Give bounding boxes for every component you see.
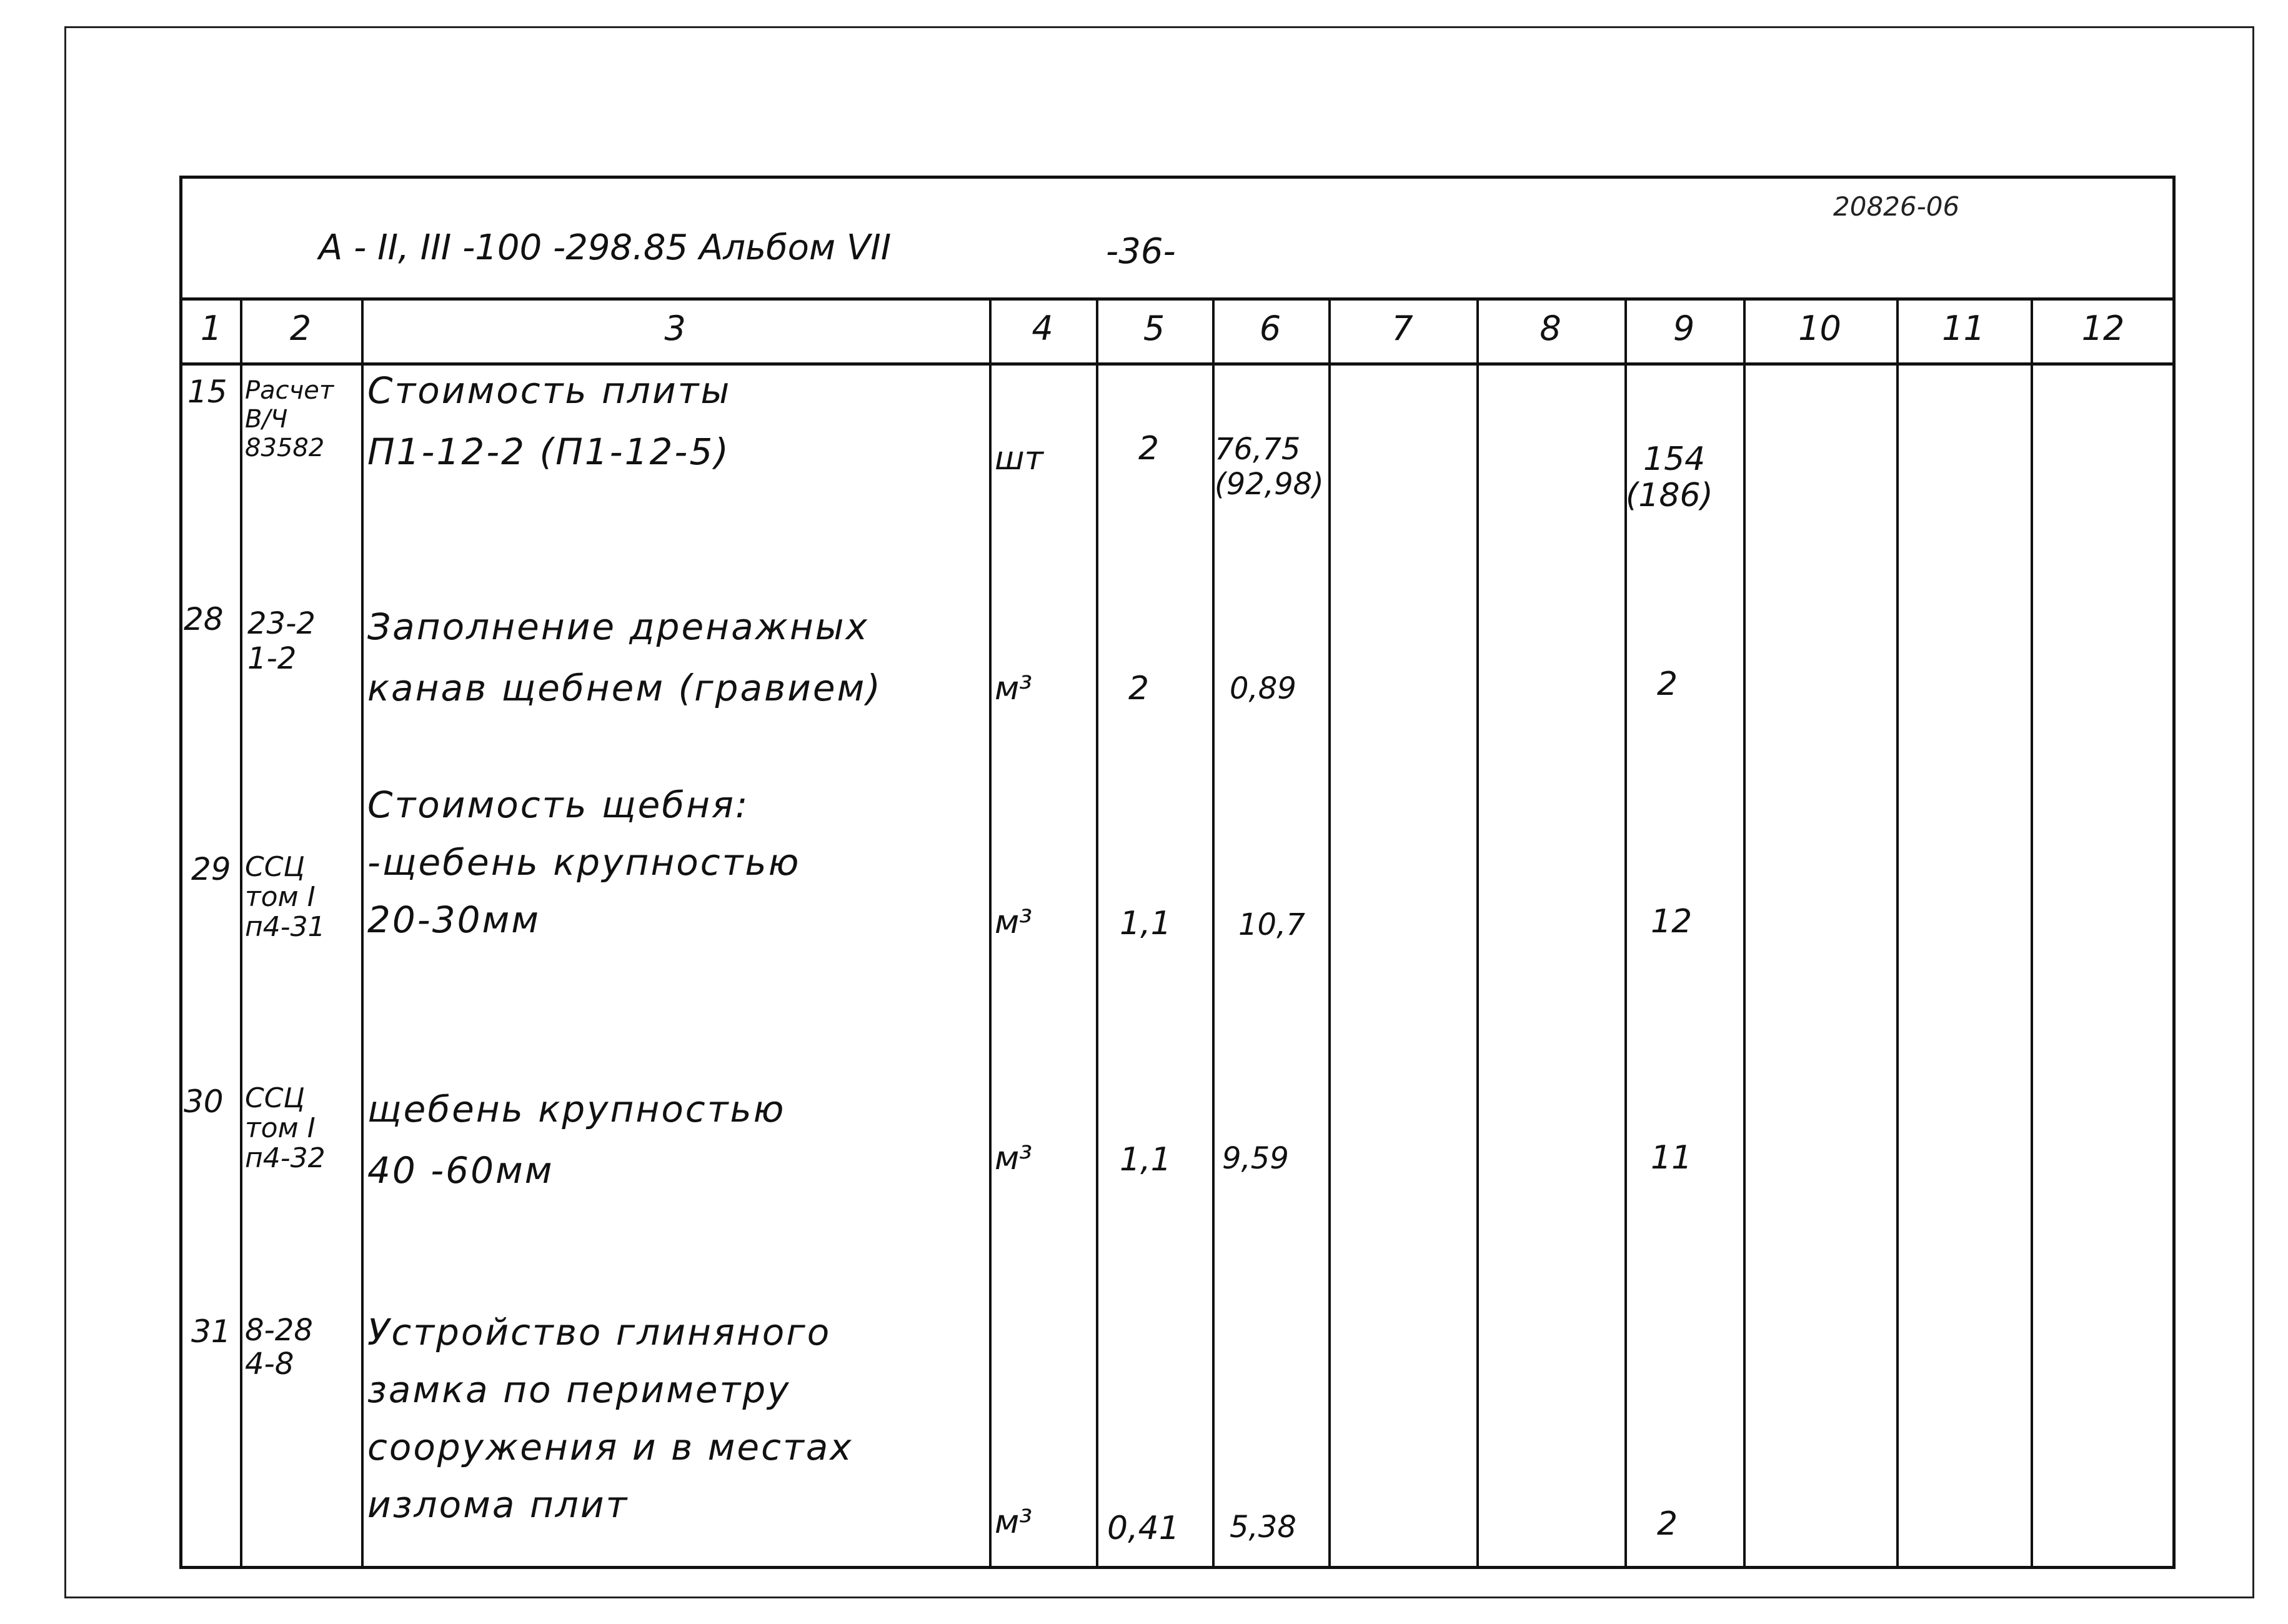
total-line: 2 (1657, 1505, 1678, 1543)
quantity: 1,1 (1120, 1141, 1171, 1178)
column-divider (2031, 297, 2033, 1566)
item-description (367, 1079, 786, 1201)
total-line: 12 (1651, 903, 1693, 940)
total-cost (1657, 666, 1678, 702)
column-number: 10 (1798, 309, 1841, 348)
column-divider (1896, 297, 1899, 1566)
code-line: 83582 (245, 434, 325, 462)
description-line: Заполнение дренажных (367, 605, 869, 648)
description-line: Стоимость щебня: (367, 784, 750, 826)
unit-price (1230, 671, 1296, 706)
column-number: 7 (1391, 309, 1413, 348)
quantity: 2 (1138, 430, 1160, 467)
sheet-header (182, 179, 2172, 301)
estimate-sheet (179, 176, 2176, 1569)
unit: м³ (995, 1140, 1033, 1177)
item-code (247, 606, 316, 676)
description-line: -щебень крупностью (367, 841, 801, 884)
code-line: Расчет (245, 376, 334, 405)
unit-price (1238, 907, 1305, 942)
column-number: 1 (200, 309, 222, 348)
total-cost (1651, 1140, 1692, 1176)
column-number: 12 (2081, 309, 2125, 348)
unit: м³ (995, 670, 1033, 707)
item-description (367, 596, 882, 719)
description-line: 40 -60мм (367, 1149, 554, 1192)
code-line: ССЦ (245, 851, 305, 883)
column-divider (1096, 297, 1098, 1566)
column-number: 5 (1143, 309, 1165, 348)
column-number: 8 (1539, 309, 1561, 348)
item-description (367, 776, 800, 949)
price-line: 5,38 (1230, 1510, 1296, 1545)
album-title: А - II, III -100 -298.85 Альбом VII (319, 227, 892, 268)
total-cost (1626, 441, 1713, 514)
description-line: сооружения и в местах (367, 1426, 853, 1468)
column-number: 9 (1673, 309, 1695, 348)
description-line: щебень крупностью (367, 1088, 786, 1130)
total-line: 154 (1643, 441, 1706, 478)
description-line: Стоимость плиты (367, 369, 732, 412)
unit-price (1215, 432, 1324, 502)
item-code (245, 852, 326, 942)
code-line: том I (245, 1112, 316, 1144)
row-number: 31 (191, 1313, 231, 1350)
price-line: 9,59 (1222, 1141, 1289, 1176)
unit: шт (995, 440, 1043, 477)
column-number: 6 (1259, 309, 1281, 348)
description-line: Устройство глиняного (367, 1311, 832, 1353)
row-number: 30 (184, 1083, 224, 1120)
total-cost (1651, 904, 1692, 940)
quantity: 0,41 (1107, 1510, 1180, 1547)
quantity: 1,1 (1120, 905, 1171, 942)
column-divider (1743, 297, 1746, 1566)
code-line: том I (245, 881, 316, 913)
column-divider (361, 297, 364, 1566)
description-line: П1-12-2 (П1-12-5) (367, 431, 730, 473)
column-number-row (182, 297, 2172, 366)
description-line: излома плит (367, 1483, 629, 1526)
column-divider (1328, 297, 1331, 1566)
code-line: ССЦ (245, 1082, 305, 1114)
unit: м³ (995, 904, 1033, 941)
column-divider (240, 297, 242, 1566)
description-line: канав щебнем (гравием) (367, 667, 882, 709)
price-line: (92,98) (1215, 467, 1324, 502)
document-number: 20826-06 (1833, 191, 1960, 222)
item-code (245, 1083, 326, 1173)
code-line: п4-31 (245, 911, 326, 943)
description-line: замка по периметру (367, 1368, 791, 1411)
code-line: п4-32 (245, 1142, 326, 1174)
code-line: 1-2 (247, 641, 297, 676)
description-line: 20-30мм (367, 899, 541, 941)
total-cost (1657, 1506, 1678, 1542)
quantity: 2 (1128, 670, 1150, 707)
price-line: 0,89 (1230, 671, 1296, 706)
column-divider (989, 297, 992, 1566)
column-divider (1476, 297, 1479, 1566)
total-line: (186) (1626, 477, 1713, 514)
page-number: -36- (1106, 231, 1176, 272)
unit-price (1222, 1141, 1289, 1176)
unit-price (1230, 1510, 1296, 1545)
total-line: 11 (1651, 1139, 1693, 1177)
row-number: 28 (184, 601, 224, 637)
item-description (367, 1303, 853, 1533)
row-number: 15 (187, 374, 227, 410)
unit: м³ (995, 1503, 1033, 1541)
item-code (245, 376, 334, 462)
column-number: 11 (1942, 309, 1985, 348)
column-number: 4 (1032, 309, 1053, 348)
price-line: 10,7 (1238, 907, 1305, 942)
code-line: 4-8 (245, 1347, 294, 1382)
code-line: 23-2 (247, 606, 316, 641)
item-description (367, 360, 731, 482)
code-line: В/Ч (245, 405, 288, 434)
row-number: 29 (191, 851, 231, 887)
code-line: 8-28 (245, 1313, 313, 1348)
column-number: 2 (289, 309, 312, 348)
item-code (245, 1313, 313, 1381)
total-line: 2 (1657, 665, 1678, 703)
price-line: 76,75 (1215, 432, 1301, 467)
column-number: 3 (664, 309, 686, 348)
